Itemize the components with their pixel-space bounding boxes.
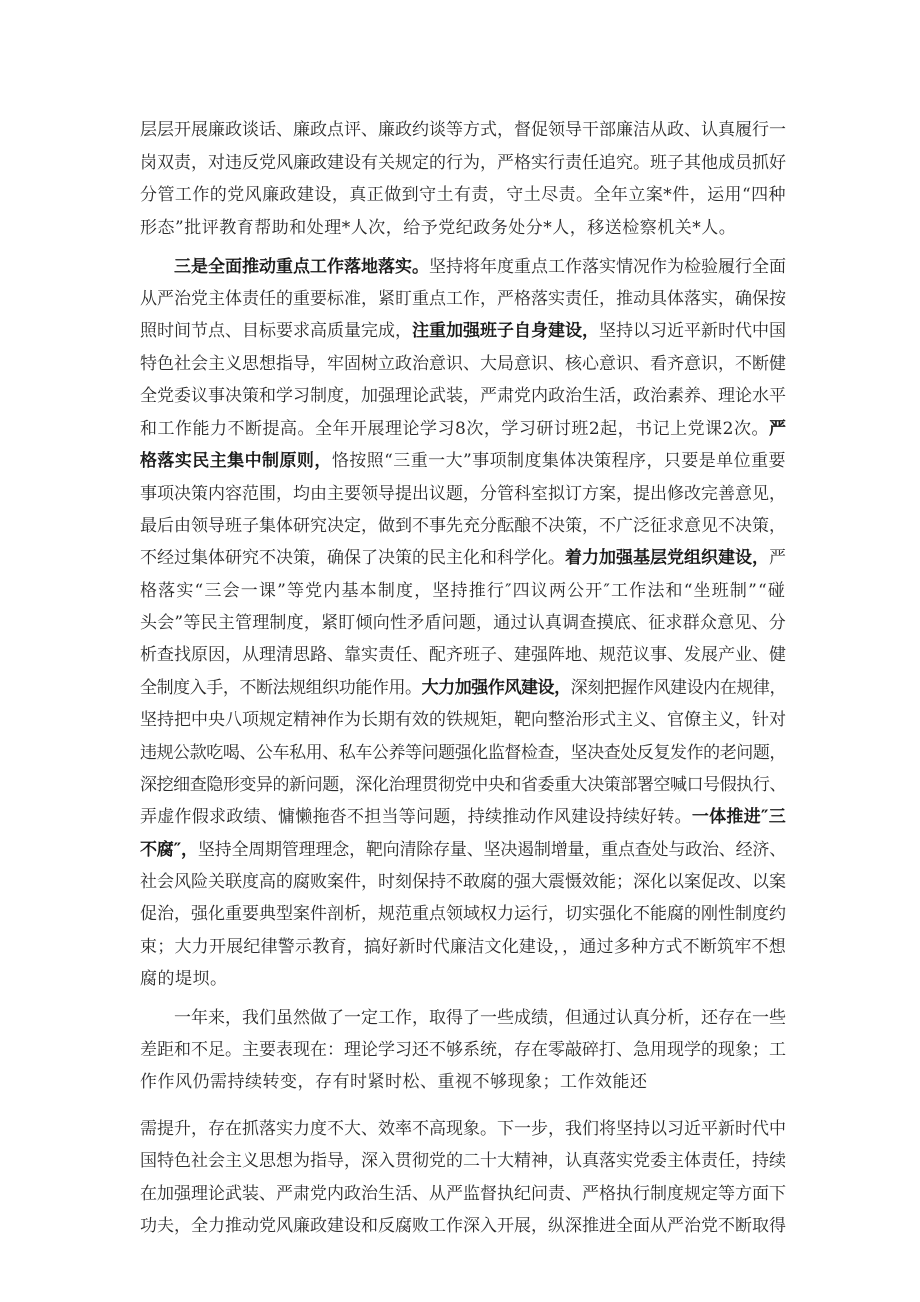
text-line xyxy=(140,1119,786,1139)
text-line xyxy=(140,775,786,795)
text-line xyxy=(140,1072,648,1092)
bold-heading-text: 三是全面推动重点工作落地落实。 xyxy=(174,257,429,277)
body-text: 形态”批评教育帮助和处理*人次，给予党纪政务处分*人，移送检察机关*人。 xyxy=(140,218,737,238)
body-text: 特色社会主义思想指导，牢固树立政治意识、大局意识、核心意识、看齐意识，不断健 xyxy=(140,354,786,374)
body-text: 坚持全周期管理理念，靶向清除存量、坚决遏制增量，重点查处与政治、经济、 xyxy=(197,840,786,860)
body-text: 坚持把中央八项规定精神作为长期有效的铁规矩，靶向整治形式主义、官僚主义，针对 xyxy=(140,710,786,730)
text-line xyxy=(140,354,786,374)
body-text: 照时间节点、目标要求高质量完成， xyxy=(140,321,412,341)
body-text: 违规公款吃喝、公车私用、私车公养等问题强化监督检查，坚决查处反复发作的老问题， xyxy=(140,743,786,763)
body-text: 束；大力开展纪律警示教育，搞好新时代廉洁文化建设，，通过多种方式不断筑牢不想 xyxy=(140,937,786,957)
text-line xyxy=(140,1184,786,1204)
body-text: 格落实“三会一课”等党内基本制度，坚持推行″四议两公开″工作法和“坐班制”“碰 xyxy=(140,581,786,601)
text-line xyxy=(140,120,786,140)
text-line xyxy=(140,386,786,406)
text-line xyxy=(140,153,786,173)
bold-heading-text: 注重加强班子自身建设， xyxy=(412,321,599,341)
body-text: 全党委议事决策和学习制度，加强理论武装，严肃党内政治生活，政治素养、理论水平 xyxy=(140,386,786,406)
text-line xyxy=(140,548,786,568)
text-line xyxy=(140,451,786,471)
body-text: 作作风仍需持续转变，存有时紧时松、重视不够现象；工作效能还 xyxy=(140,1072,648,1092)
body-text: 深挖细查隐形变异的新问题，深化治理贯彻党中央和省委重大决策部署空喊口号假执行、 xyxy=(140,775,786,795)
body-text: 不经过集体研究不决策，确保了决策的民主化和科学化。 xyxy=(140,548,565,568)
body-text: 岗双责，对违反党风廉政建设有关规定的行为，严格实行责任追究。班子其他成员抓好 xyxy=(140,153,786,173)
body-text: 促治，强化重要典型案件剖析，规范重点领域权力运行，切实强化不能腐的刚性制度约 xyxy=(140,904,786,924)
text-line xyxy=(140,516,786,536)
body-text: 坚持将年度重点工作落实情况作为检验履行全面 xyxy=(429,257,786,277)
body-text: 严 xyxy=(769,548,786,568)
body-text: 全制度入手，不断法规组织功能作用。 xyxy=(140,678,422,698)
body-text: 恪按照“三重一大”事项制度集体决策程序，只要是单位重要 xyxy=(331,451,786,471)
text-line xyxy=(140,743,786,763)
body-text: 社会风险关联度高的腐败案件，时刻保持不敢腐的强大震慑效能；深化以案促改、以案 xyxy=(140,872,786,892)
text-line xyxy=(140,581,786,601)
text-line xyxy=(140,1040,786,1060)
bold-heading-text: 一体推进″三 xyxy=(691,807,786,827)
text-line xyxy=(140,1216,786,1236)
text-line xyxy=(140,678,786,698)
text-line xyxy=(174,1008,786,1028)
body-text: 在加强理论武装、严肃党内政治生活、从严监督执纪问责、严格执行制度规定等方面下 xyxy=(140,1184,786,1204)
text-line xyxy=(140,484,786,504)
text-line xyxy=(140,321,786,341)
text-line xyxy=(140,840,786,860)
body-text: 深刻把握作风建设内在规律， xyxy=(570,678,787,698)
text-line xyxy=(140,645,786,665)
body-text: 和工作能力不断提高。全年开展理论学习8次，学习研讨班2起，书记上党课2次。 xyxy=(140,419,769,439)
body-text: 事项决策内容范围，均由主要领导提出议题，分管科室拟订方案，提出修改完善意见， xyxy=(140,484,786,504)
body-text: 国特色社会主义思想为指导，深入贯彻党的二十大精神，认真落实党委主体责任，持续 xyxy=(140,1151,786,1171)
text-line xyxy=(140,613,786,633)
body-text: 头会”等民主管理制度，紧盯倾向性矛盾问题，通过认真调查摸底、征求群众意见、分 xyxy=(140,613,786,633)
body-text: 一年来，我们虽然做了一定工作，取得了一些成绩，但通过认真分析，还存在一些 xyxy=(174,1008,786,1028)
text-line xyxy=(140,937,786,957)
bold-heading-text: 严 xyxy=(768,419,787,439)
text-line xyxy=(140,710,786,730)
text-line xyxy=(140,185,786,205)
text-line xyxy=(140,419,786,439)
text-line xyxy=(140,904,786,924)
text-line xyxy=(140,807,786,827)
body-text: 从严治党主体责任的重要标准，紧盯重点工作，严格落实责任，推动具体落实，确保按 xyxy=(140,289,786,309)
body-text: 差距和不足。主要表现在：理论学习还不够系统，存在零敲碎打、急用现学的现象；工 xyxy=(140,1040,786,1060)
text-line xyxy=(140,289,786,309)
body-text: 腐的堤坝。 xyxy=(140,969,228,989)
text-line xyxy=(140,1151,786,1171)
body-text: 坚持以习近平新时代中国 xyxy=(599,321,786,341)
body-text: 层层开展廉政谈话、廉政点评、廉政约谈等方式，督促领导干部廉洁从政、认真履行一 xyxy=(140,120,786,140)
bold-heading-text: 着力加强基层党组织建设， xyxy=(565,548,769,568)
bold-heading-text: 不腐″， xyxy=(140,840,198,860)
body-text: 弄虚作假求政绩、慵懒拖沓不担当等问题，持续推动作风建设持续好转。 xyxy=(140,807,692,827)
body-text: 最后由领导班子集体研究决定，做到不事先充分酝酿不决策，不广泛征求意见不决策， xyxy=(140,516,786,536)
text-line xyxy=(140,969,228,989)
bold-heading-text: 大力加强作风建设， xyxy=(421,678,571,698)
body-text: 功夫，全力推动党风廉政建设和反腐败工作深入开展，纵深推进全面从严治党不断取得 xyxy=(140,1216,786,1236)
body-text: 分管工作的党风廉政建设，真正做到守土有责，守土尽责。全年立案*件，运用“四种 xyxy=(140,185,786,205)
body-text: 需提升，存在抓落实力度不大、效率不高现象。下一步，我们将坚持以习近平新时代中 xyxy=(140,1119,786,1139)
text-line xyxy=(174,257,786,277)
text-line xyxy=(140,872,786,892)
text-line xyxy=(140,218,736,238)
body-text: 析查找原因，从理清思路、靠实责任、配齐班子、建强阵地、规范议事、发展产业、健 xyxy=(140,645,786,665)
bold-heading-text: 格落实民主集中制原则， xyxy=(140,451,332,471)
